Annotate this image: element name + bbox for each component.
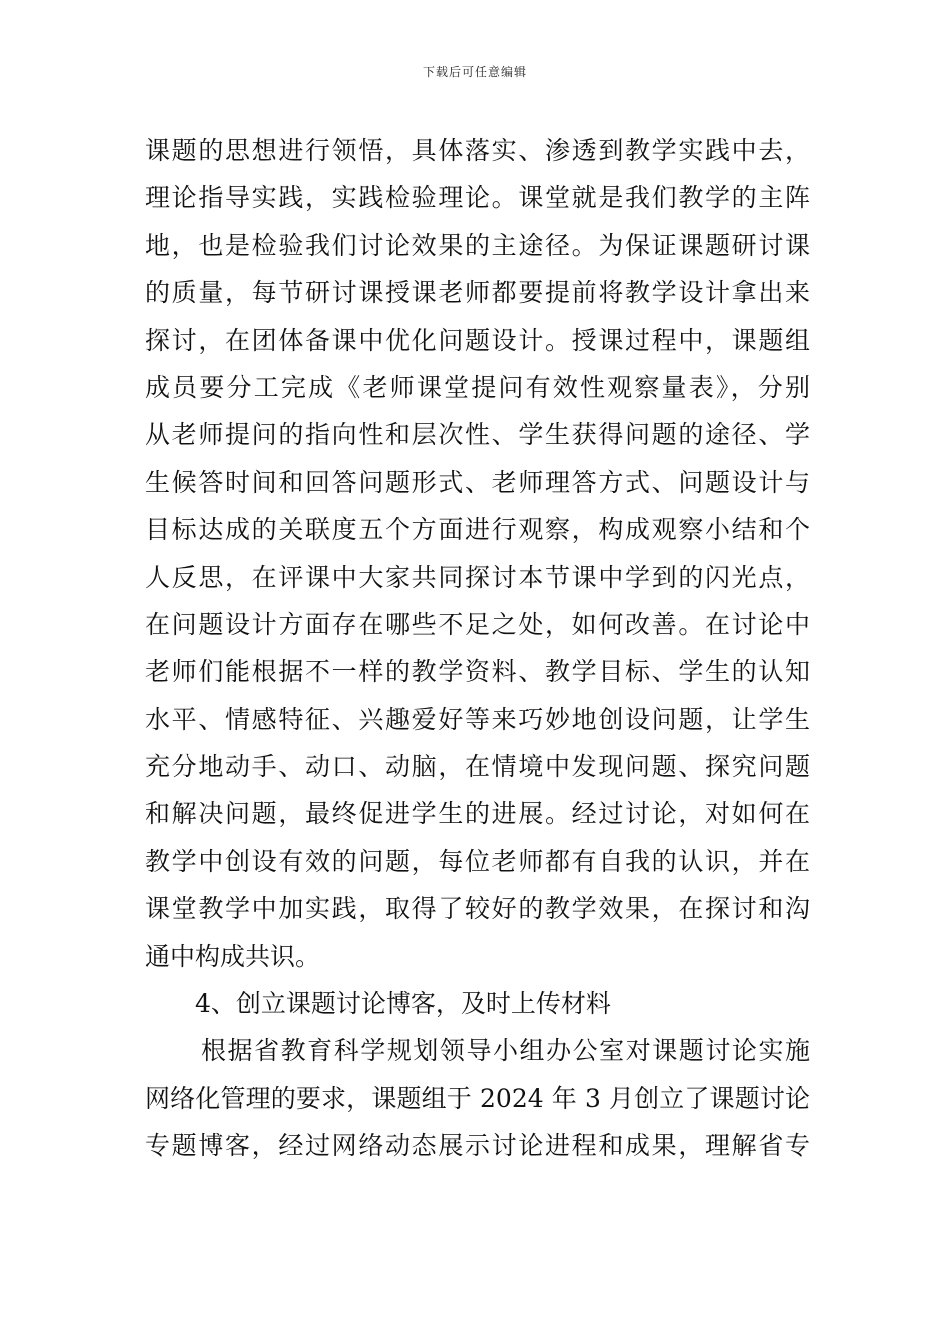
text-line: 教学中创设有效的问题，每位老师都有自我的认识，并在 <box>145 846 810 876</box>
text-line: 目标达成的关联度五个方面进行观察，构成观察小结和个 <box>145 515 810 545</box>
text-line: 人反思，在评课中大家共同探讨本节课中学到的闪光点， <box>145 562 810 592</box>
text-line: 地，也是检验我们讨论效果的主途径。为保证课题研讨课 <box>145 230 810 260</box>
text-line: 理论指导实践，实践检验理论。课堂就是我们教学的主阵 <box>145 183 810 213</box>
text-line: 的质量，每节研讨课授课老师都要提前将教学设计拿出来 <box>145 278 810 308</box>
text-line: 通中构成共识。 <box>145 941 321 971</box>
text-line: 水平、情感特征、兴趣爱好等来巧妙地创设问题，让学生 <box>145 704 810 734</box>
document-body <box>145 127 810 1170</box>
text-line: 成员要分工完成《老师课堂提问有效性观察量表》，分别 <box>145 372 810 402</box>
text-line: 课堂教学中加实践，取得了较好的教学效果，在探讨和沟 <box>145 894 810 924</box>
text-line: 在问题设计方面存在哪些不足之处，如何改善。在讨论中 <box>145 609 810 639</box>
page-header: 下载后可任意编辑 <box>422 65 527 79</box>
text-line: 老师们能根据不一样的教学资料、教学目标、学生的认知 <box>145 657 810 687</box>
text-line: 充分地动手、动口、动脑，在情境中发现问题、探究问题 <box>145 752 810 782</box>
section-heading: 4、创立课题讨论博客，及时上传材料 <box>195 989 611 1019</box>
text-line: 课题的思想进行领悟，具体落实、渗透到教学实践中去， <box>145 136 810 165</box>
text-line: 网络化管理的要求，课题组于 2024 年 3 月创立了课题讨论 <box>145 1083 810 1113</box>
text-line: 和解决问题，最终促进学生的进展。经过讨论，对如何在 <box>145 799 810 829</box>
text-line: 探讨，在团体备课中优化问题设计。授课过程中，课题组 <box>145 325 810 355</box>
text-line: 根据省教育科学规划领导小组办公室对课题讨论实施 <box>201 1036 810 1066</box>
text-line: 生候答时间和回答问题形式、老师理答方式、问题设计与 <box>145 467 810 497</box>
text-line: 专题博客，经过网络动态展示讨论进程和成果，理解省专 <box>145 1131 810 1161</box>
text-line: 从老师提问的指向性和层次性、学生获得问题的途径、学 <box>145 420 810 450</box>
